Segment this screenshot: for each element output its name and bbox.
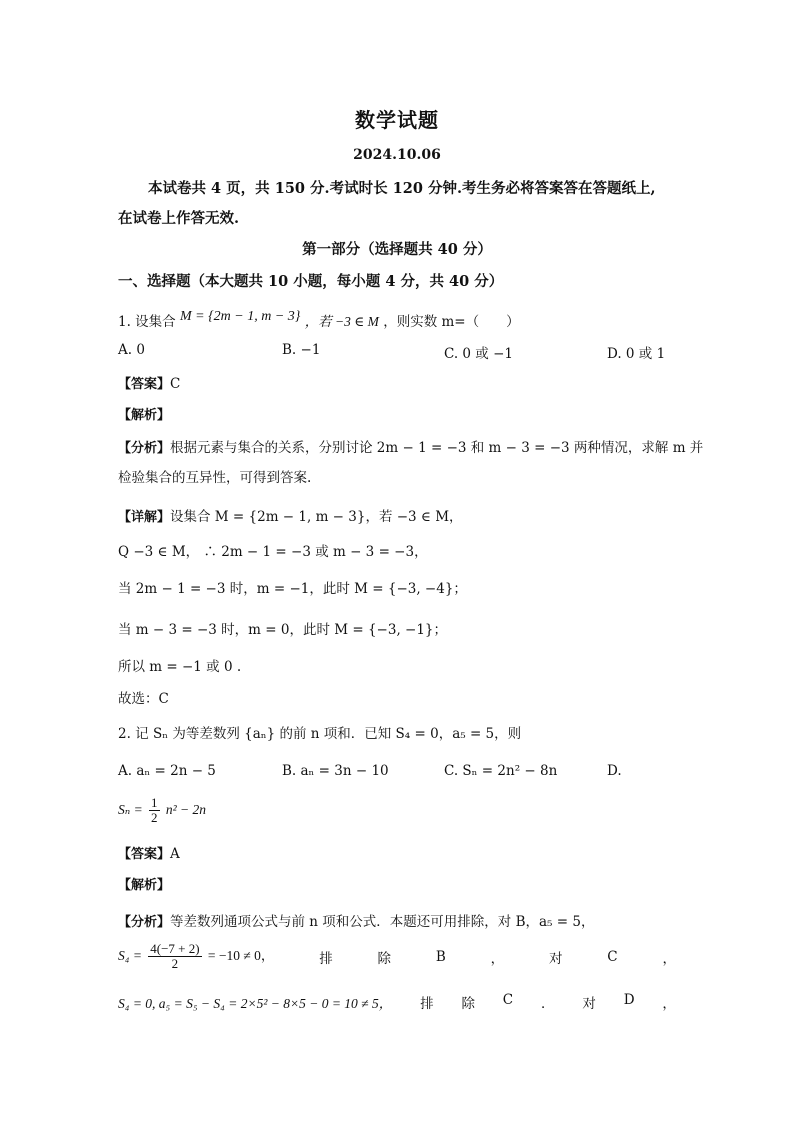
q2-option-b: B. aₙ = 3n − 10 xyxy=(282,763,389,779)
q2-line3-formula: S₄ = 0, a₅ = S₅ − S₄ = 2×5² − 8×5 − 0 = 10 ≠ 5， xyxy=(118,996,393,1011)
q1-detail-line-1: 【详解】设集合 M = {2m − 1, m − 3}，若 −3 ∈ M， xyxy=(118,509,463,525)
intro-line-2: 在试卷上作答无效. xyxy=(118,210,240,227)
q1-option-b: B. −1 xyxy=(282,342,321,358)
section-title: 一、选择题（本大题共 10 小题，每小题 4 分，共 40 分） xyxy=(118,273,504,290)
page-title: 数学试题 xyxy=(355,108,439,132)
q1-option-c: C. 0 或 −1 xyxy=(444,346,514,362)
part-title: 第一部分（选择题共 40 分） xyxy=(302,241,492,258)
q2-option-c: C. Sₙ = 2n² − 8n xyxy=(444,763,558,779)
q2-option-a: A. aₙ = 2n − 5 xyxy=(118,763,216,779)
q1-detail-line-2: Q −3 ∈ M， ∴ 2m − 1 = −3 或 m − 3 = −3， xyxy=(118,544,428,560)
q1-detail-line-3: 当 2m − 1 = −3 时，m = −1，此时 M = {−3, −4}； xyxy=(118,581,467,597)
q2-stem: 2. 记 Sₙ 为等差数列 {aₙ} 的前 n 项和．已知 S₄ = 0，a₅ = 5，则 xyxy=(118,726,522,742)
q2-fenxi-line-1: 【分析】等差数列通项公式与前 n 项和公式．本题还可用排除，对 B，a₅ = 5， xyxy=(118,914,595,930)
q1-detail-line-4: 当 m − 3 = −3 时，m = 0，此时 M = {−3, −1}； xyxy=(118,622,448,638)
q1-analysis-tag: 【解析】 xyxy=(118,408,171,423)
q1-fenxi-line-2: 检验集合的互异性，可得到答案. xyxy=(118,470,312,486)
q2-option-d-fraction: $\frac{1}{2}$ xyxy=(151,795,158,825)
q2-fenxi-line-3: S₄ = 0, a₅ = S₅ − S₄ = 2×5² − 8×5 − 0 = 10 ≠ 5， 排 除 C ． 对 D ， xyxy=(118,992,676,1012)
q2-fenxi-line-2: S₄ = $\frac{4(-7 + 2)}{2}$ = −10 ≠ 0， 排 除 B ， 对 C ， xyxy=(118,941,676,971)
q2-option-d: D. xyxy=(607,763,622,779)
intro-line-1: 本试卷共 4 页，共 150 分.考试时长 120 分钟.考生务必将答案答在答题纸上, xyxy=(148,180,656,197)
q1-option-d: D. 0 或 1 xyxy=(607,346,666,362)
q1-answer: 【答案】C xyxy=(118,376,181,392)
q1-set-expr: M = {2m − 1, m − 3} xyxy=(179,309,301,324)
q2-line2-fraction: $\frac{4(-7 + 2)}{2}$ xyxy=(150,941,200,971)
q1-choice: 故选：C xyxy=(118,691,169,707)
q1-detail-line-5: 所以 m = −1 或 0 . xyxy=(118,659,242,675)
q1-fenxi-line-1: 【分析】根据元素与集合的关系，分别讨论 2m − 1 = −3 和 m − 3 = −3 两种情况，求解 m 并 xyxy=(118,440,704,456)
q2-analysis-tag: 【解析】 xyxy=(118,878,171,893)
q2-line2-formula: S₄ = $\frac{4(-7 + 2)}{2}$ = −10 ≠ 0， xyxy=(118,941,275,971)
q1-stem: 1. 设集合 M = {2m − 1, m − 3} ，若 −3 ∈ M ，则实数 m=（ ） xyxy=(118,309,520,330)
exam-date: 2024.10.06 xyxy=(353,147,441,163)
q1-condition: ，若 −3 ∈ M xyxy=(304,314,379,329)
q2-answer: 【答案】A xyxy=(118,846,180,862)
q1-option-a: A. 0 xyxy=(118,342,145,358)
q2-option-d-formula: Sₙ = $\frac{1}{2}$ n² − 2n xyxy=(118,795,206,825)
